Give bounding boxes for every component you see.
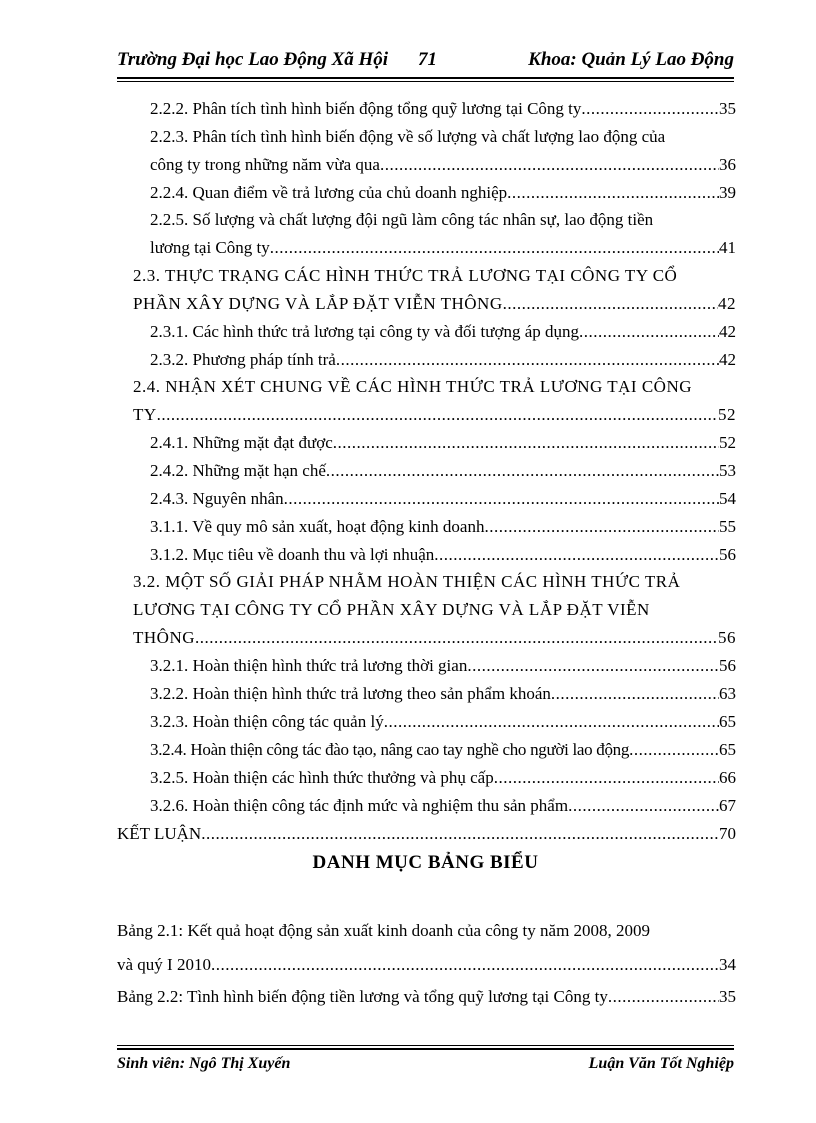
toc-entry-text: THÔNG bbox=[133, 628, 195, 647]
toc-entry bbox=[150, 346, 736, 374]
toc-entry bbox=[133, 568, 746, 596]
toc-entry-text: 3.2. MỘT SỐ GIẢI PHÁP NHẰM HOÀN THIỆN CÁC HÌNH THỨC TRẢ bbox=[133, 572, 681, 591]
dot-leader bbox=[201, 820, 719, 848]
header-page-number: 71 bbox=[418, 49, 437, 70]
dot-leader bbox=[434, 541, 719, 569]
toc-entry bbox=[150, 206, 746, 234]
footer-student: Sinh viên: Ngô Thị Xuyến bbox=[117, 1055, 291, 1072]
toc-entry bbox=[150, 764, 736, 792]
toc-entry-text: 2.3. THỰC TRẠNG CÁC HÌNH THỨC TRẢ LƯƠNG TẠI CÔNG TY CỔ bbox=[133, 266, 678, 285]
footer-rule bbox=[117, 1048, 734, 1050]
toc-entry-page: 70 bbox=[719, 824, 736, 843]
header-rule bbox=[117, 77, 734, 79]
toc-entry-page: 53 bbox=[719, 461, 736, 480]
dot-leader bbox=[494, 764, 719, 792]
toc-entry-page: 56 bbox=[718, 628, 736, 647]
dot-leader bbox=[157, 401, 718, 429]
table-entry bbox=[117, 917, 746, 945]
toc-entry-text: LƯƠNG TẠI CÔNG TY CỔ PHẦN XÂY DỰNG VÀ LẮP ĐẶT VIỄN bbox=[133, 600, 650, 619]
toc-entry bbox=[150, 179, 736, 207]
toc-entry-text: KẾT LUẬN bbox=[117, 824, 202, 843]
toc-entry bbox=[133, 401, 736, 429]
dot-leader bbox=[195, 624, 718, 652]
toc-entry-page: 63 bbox=[719, 684, 736, 703]
dot-leader bbox=[336, 346, 719, 374]
toc-entry bbox=[150, 680, 736, 708]
table-entry-text: Bảng 2.2: Tình hình biến động tiền lương và tổng quỹ lương tại Công ty bbox=[117, 987, 608, 1006]
toc-entry-text: 3.2.6. Hoàn thiện công tác định mức và nghiệm thu sản phẩm bbox=[150, 796, 569, 815]
toc-entry-page: 65 bbox=[719, 740, 736, 759]
toc-entry bbox=[150, 792, 736, 820]
toc-entry bbox=[133, 624, 736, 652]
toc-entry-text: 2.4.2. Những mặt hạn chế bbox=[150, 461, 326, 480]
toc-entry-text: PHẦN XÂY DỰNG VÀ LẮP ĐẶT VIỄN THÔNG bbox=[133, 294, 503, 313]
dot-leader bbox=[568, 792, 719, 820]
dot-leader bbox=[270, 234, 719, 262]
toc-entry bbox=[150, 457, 736, 485]
dot-leader bbox=[467, 652, 719, 680]
toc-entry-text: 2.2.2. Phân tích tình hình biến động tổng quỹ lương tại Công ty bbox=[150, 99, 582, 118]
table-entry bbox=[117, 951, 736, 979]
dot-leader bbox=[551, 680, 719, 708]
dot-leader bbox=[326, 457, 719, 485]
toc-entry-text: TY bbox=[133, 405, 157, 424]
dot-leader bbox=[507, 179, 719, 207]
toc-entry-text: 3.2.1. Hoàn thiện hình thức trả lương thời gian bbox=[150, 656, 468, 675]
toc-entry-page: 42 bbox=[719, 350, 736, 369]
toc-entry-text: 3.2.2. Hoàn thiện hình thức trả lương theo sản phẩm khoán bbox=[150, 684, 551, 703]
toc-entry-text: 2.2.5. Số lượng và chất lượng đội ngũ làm công tác nhân sự, lao động tiền bbox=[150, 210, 654, 229]
dot-leader bbox=[211, 951, 719, 979]
dot-leader bbox=[629, 736, 719, 764]
toc-entry-page: 39 bbox=[719, 183, 736, 202]
footer-rule-thin bbox=[117, 1045, 734, 1046]
header-rule-thin bbox=[117, 81, 734, 82]
dot-leader bbox=[380, 151, 719, 179]
toc-entry-text: 2.3.2. Phương pháp tính trả bbox=[150, 350, 336, 369]
toc-entry-page: 65 bbox=[719, 712, 736, 731]
toc-entry bbox=[150, 234, 736, 262]
toc-entry-text: 2.4. NHẬN XÉT CHUNG VỀ CÁC HÌNH THỨC TRẢ LƯƠNG TẠI CÔNG bbox=[133, 377, 693, 396]
toc-entry bbox=[133, 373, 746, 401]
toc-entry bbox=[150, 652, 736, 680]
toc-entry bbox=[133, 290, 736, 318]
toc-entry-text: lương tại Công ty bbox=[150, 238, 270, 257]
toc-entry bbox=[150, 95, 736, 123]
toc-entry-page: 35 bbox=[719, 99, 736, 118]
toc-entry-text: 3.2.5. Hoàn thiện các hình thức thưởng và phụ cấp bbox=[150, 768, 494, 787]
toc-entry-page: 52 bbox=[718, 405, 736, 424]
toc-entry bbox=[133, 596, 746, 624]
dot-leader bbox=[503, 290, 718, 318]
toc-entry bbox=[150, 513, 736, 541]
table-entry bbox=[117, 983, 736, 1011]
toc-entry-page: 66 bbox=[719, 768, 736, 787]
header-university: Trường Đại học Lao Động Xã Hội bbox=[117, 49, 389, 70]
table-entry-page: 34 bbox=[719, 955, 736, 974]
toc-entry-text: 3.2.4. Hoàn thiện công tác đào tạo, nâng cao tay nghề cho người lao động bbox=[150, 740, 630, 759]
toc-entry bbox=[150, 708, 736, 736]
dot-leader bbox=[284, 485, 719, 513]
toc-entry bbox=[133, 262, 746, 290]
toc-entry bbox=[150, 736, 736, 764]
table-entry-page: 35 bbox=[719, 987, 736, 1006]
table-entry-text: và quý I 2010 bbox=[117, 955, 211, 974]
toc-entry-page: 56 bbox=[719, 545, 736, 564]
toc-entry-page: 41 bbox=[719, 238, 736, 257]
toc-entry-text: 2.4.1. Những mặt đạt được bbox=[150, 433, 333, 452]
toc-entry bbox=[150, 318, 736, 346]
toc-entry-page: 56 bbox=[719, 656, 736, 675]
dot-leader bbox=[579, 318, 719, 346]
toc-entry bbox=[150, 485, 736, 513]
footer-thesis: Luận Văn Tốt Nghiệp bbox=[588, 1055, 734, 1072]
toc-entry-page: 42 bbox=[719, 322, 736, 341]
table-entry-text: Bảng 2.1: Kết quả hoạt động sản xuất kinh doanh của công ty năm 2008, 2009 bbox=[117, 921, 651, 940]
toc-entry-page: 42 bbox=[718, 294, 736, 313]
toc-entry-text: 2.2.3. Phân tích tình hình biến động về số lượng và chất lượng lao động của bbox=[150, 127, 666, 146]
toc-entry bbox=[150, 123, 746, 151]
toc-entry-text: 3.2.3. Hoàn thiện công tác quản lý bbox=[150, 712, 384, 731]
toc-entry-text: 2.4.3. Nguyên nhân bbox=[150, 489, 284, 508]
tables-list-title: DANH MỤC BẢNG BIỂU bbox=[312, 852, 539, 873]
dot-leader bbox=[484, 513, 719, 541]
toc-entry-text: 2.2.4. Quan điểm về trả lương của chủ doanh nghiệp bbox=[150, 183, 508, 202]
toc-entry bbox=[150, 151, 736, 179]
page-footer bbox=[117, 1053, 734, 1079]
toc-entry bbox=[117, 820, 736, 848]
toc-entry-page: 52 bbox=[719, 433, 736, 452]
page-header bbox=[117, 46, 734, 74]
dot-leader bbox=[608, 983, 719, 1011]
dot-leader bbox=[333, 429, 719, 457]
toc-entry bbox=[150, 541, 736, 569]
dot-leader bbox=[581, 95, 719, 123]
toc-entry-page: 54 bbox=[719, 489, 736, 508]
dot-leader bbox=[384, 708, 719, 736]
toc-entry-text: 3.1.2. Mục tiêu về doanh thu và lợi nhuận bbox=[150, 545, 435, 564]
toc-entry-text: 2.3.1. Các hình thức trả lương tại công ty và đối tượng áp dụng bbox=[150, 322, 579, 341]
toc-entry-page: 55 bbox=[719, 517, 736, 536]
toc-entry-page: 36 bbox=[719, 155, 736, 174]
toc-entry-page: 67 bbox=[719, 796, 736, 815]
toc-entry bbox=[150, 429, 736, 457]
header-faculty: Khoa: Quản Lý Lao Động bbox=[528, 49, 734, 70]
toc-entry-text: công ty trong những năm vừa qua bbox=[150, 155, 380, 174]
toc-entry-text: 3.1.1. Về quy mô sản xuất, hoạt động kinh doanh bbox=[150, 517, 485, 536]
